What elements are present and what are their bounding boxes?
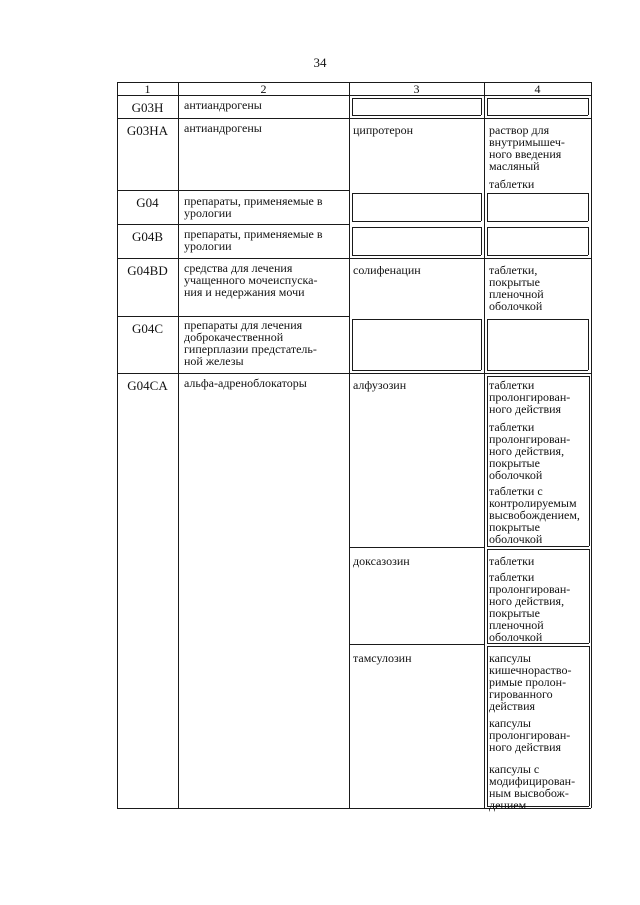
pharm-group: антиандрогены [184,98,262,112]
pharm-group: доброкачественной [184,330,284,344]
column-header: 3 [413,82,420,96]
dosage-form: пролонгирован- [489,728,571,742]
dosage-form: таблетки [489,378,535,392]
dosage-form: пленочной [489,618,544,632]
dosage-form: высвобождением, [489,508,580,522]
dosage-form: таблетки [489,570,535,584]
dosage-form: таблетки, [489,263,538,277]
dosage-form: таблетки [489,554,535,568]
dosage-form: кишечнораство- [489,663,572,677]
dosage-form: римые пролон- [489,675,567,689]
dosage-form: раствор для [489,123,550,137]
dosage-form: ного действия [489,740,562,754]
dosage-form: пролонгирован- [489,582,571,596]
dosage-form: оболочкой [489,299,543,313]
pharm-group: препараты, применяемые в [184,194,323,208]
dosage-form: покрытые [489,606,540,620]
column-header: 4 [534,82,541,96]
dosage-form: контролируемым [489,496,577,510]
dosage-form: ного действия, [489,444,565,458]
dosage-form: капсулы с [489,762,540,776]
dosage-form: масляный [489,159,540,173]
column-header: 2 [260,82,267,96]
pharm-group: ной железы [184,354,244,368]
dosage-form: дением [489,798,527,812]
atc-code: G04B [131,229,164,244]
dosage-form: таблетки [489,420,535,434]
atc-code: G04C [131,321,164,336]
dosage-form: капсулы [489,651,531,665]
dosage-form: действия [489,699,536,713]
atc-code: G04BD [127,263,168,278]
pharm-group: ния и недержания мочи [184,285,305,299]
substance-name: солифенацин [353,263,421,277]
substance-name: алфузозин [353,378,407,392]
dosage-form: оболочкой [489,532,543,546]
page-number: 34 [313,55,327,70]
atc-code: G04CA [127,378,168,393]
dosage-form: пролонгирован- [489,432,571,446]
pharm-group: препараты для лечения [184,318,303,332]
dosage-form: оболочкой [489,468,543,482]
pharm-group: антиандрогены [184,121,262,135]
pharm-group: урологии [184,206,232,220]
pharm-group: учащенного мочеиспуска- [184,273,318,287]
dosage-form: гированного [489,687,553,701]
dosage-form: ного введения [489,147,562,161]
dosage-form: покрытые [489,275,540,289]
dosage-form: модифицирован- [489,774,576,788]
dosage-form: ного действия, [489,594,565,608]
substance-name: тамсулозин [353,651,412,665]
substance-name: доксазозин [353,554,410,568]
dosage-form: пленочной [489,287,544,301]
dosage-form: внутримышеч- [489,135,565,149]
dosage-form: таблетки [489,177,535,191]
pharm-group: препараты, применяемые в [184,227,323,241]
pharm-group: средства для лечения [184,261,293,275]
dosage-form: покрытые [489,520,540,534]
atc-code: G04 [136,195,159,210]
dosage-form: капсулы [489,716,531,730]
substance-name: ципротерон [353,123,414,137]
pharm-group: урологии [184,239,232,253]
dosage-form: ного действия [489,402,562,416]
column-header: 1 [144,82,151,96]
pharm-group: гиперплазии предстатель- [184,342,317,356]
atc-code: G03HA [126,123,169,138]
dosage-form: пролонгирован- [489,390,571,404]
dosage-form: покрытые [489,456,540,470]
atc-code: G03H [131,100,164,115]
dosage-form: ным высвобож- [489,786,569,800]
dosage-form: таблетки с [489,484,543,498]
pharm-group: альфа-адреноблокаторы [184,376,307,390]
dosage-form: оболочкой [489,630,543,644]
